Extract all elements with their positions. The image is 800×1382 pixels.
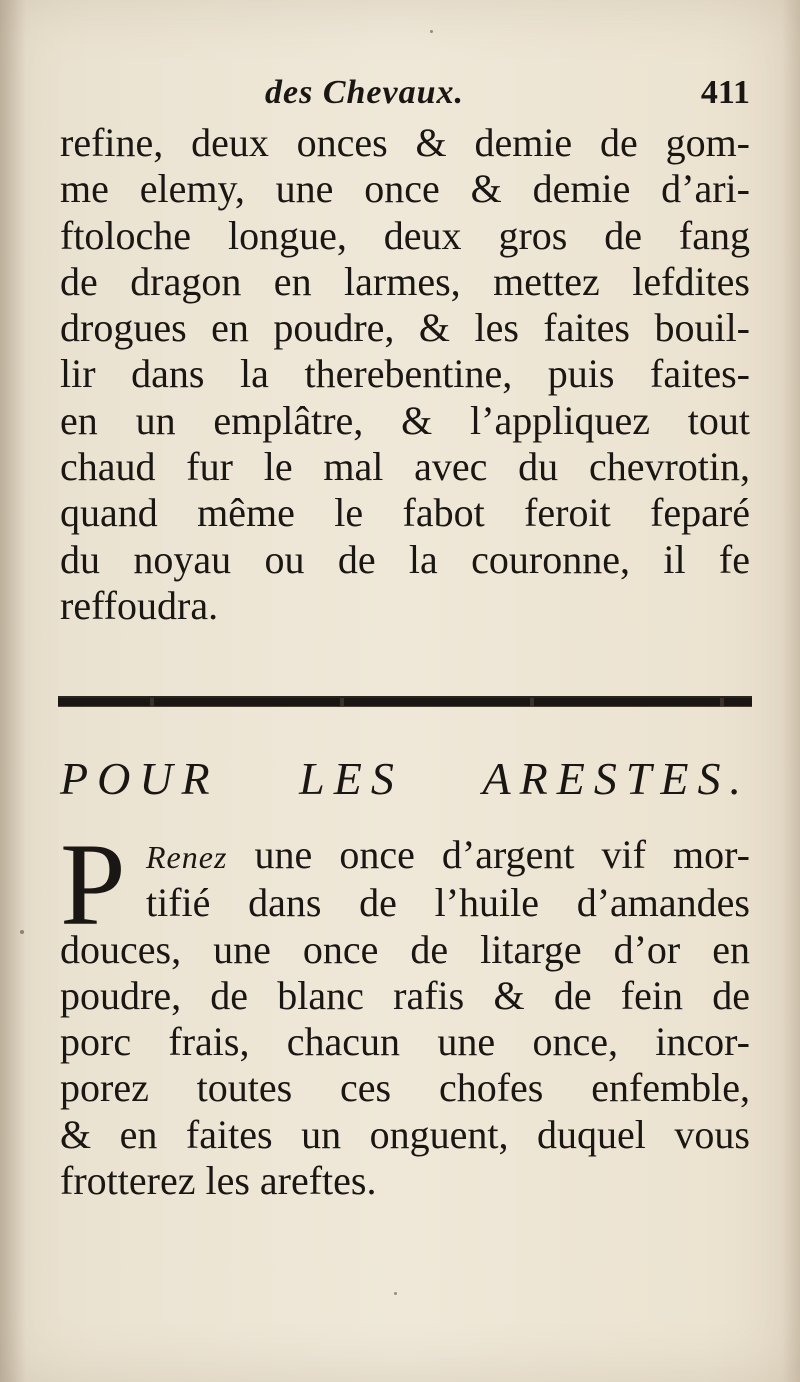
text-line: de dragon en larmes, mettez lefdites [60, 258, 750, 304]
text-line: tifié dans de l’huile d’amandes [146, 880, 750, 926]
first-text-line [60, 832, 750, 880]
section-divider-rule [58, 696, 752, 707]
first-line-rest: une once d’argent vif mor- [227, 832, 750, 877]
text-line: en un emplâtre, & l’appliquez tout [60, 397, 750, 443]
drop-cap: P [60, 819, 126, 950]
first-word: Renez [146, 839, 228, 875]
text-line: porez toutes ces chofes enfemble, [60, 1065, 750, 1111]
running-title: des Chevaux. [265, 74, 464, 111]
text-line: reffoudra. [60, 582, 219, 628]
text-line: quand même le fabot feroit feparé [60, 490, 750, 536]
text-line: chaud fur le mal avec du chevrotin, [60, 444, 750, 490]
page-number: 411 [700, 74, 750, 111]
recipe-paragraph [60, 832, 750, 1204]
page-edge [782, 0, 800, 1382]
text-line: ftoloche longue, deux gros de fang [60, 212, 750, 258]
continued-paragraph [60, 120, 750, 629]
text-line: du noyau ou de la couronne, il fe [60, 536, 750, 582]
paper-speck [430, 30, 433, 33]
text-line: & en faites un onguent, duquel vous [60, 1111, 750, 1157]
section-heading: POUR LES ARESTES. [60, 753, 750, 804]
text-line: me elemy, une once & demie d’ari- [60, 166, 750, 212]
paper-speck [394, 1292, 397, 1295]
paper-speck [20, 930, 24, 934]
running-head [60, 74, 750, 124]
spine-shadow [0, 0, 26, 1382]
text-line: drogues en poudre, & les faites bouil- [60, 305, 750, 351]
text-line: lir dans la therebentine, puis faites- [60, 351, 750, 397]
text-line: frotterez les areftes. [60, 1158, 377, 1204]
text-line: poudre, de blanc rafis & de fein de [60, 972, 750, 1018]
text-line: refine, deux onces & demie de gom- [60, 120, 750, 165]
text-line: porc frais, chacun une once, incor- [60, 1019, 750, 1065]
text-line: douces, une once de litarge d’or en [60, 926, 750, 972]
